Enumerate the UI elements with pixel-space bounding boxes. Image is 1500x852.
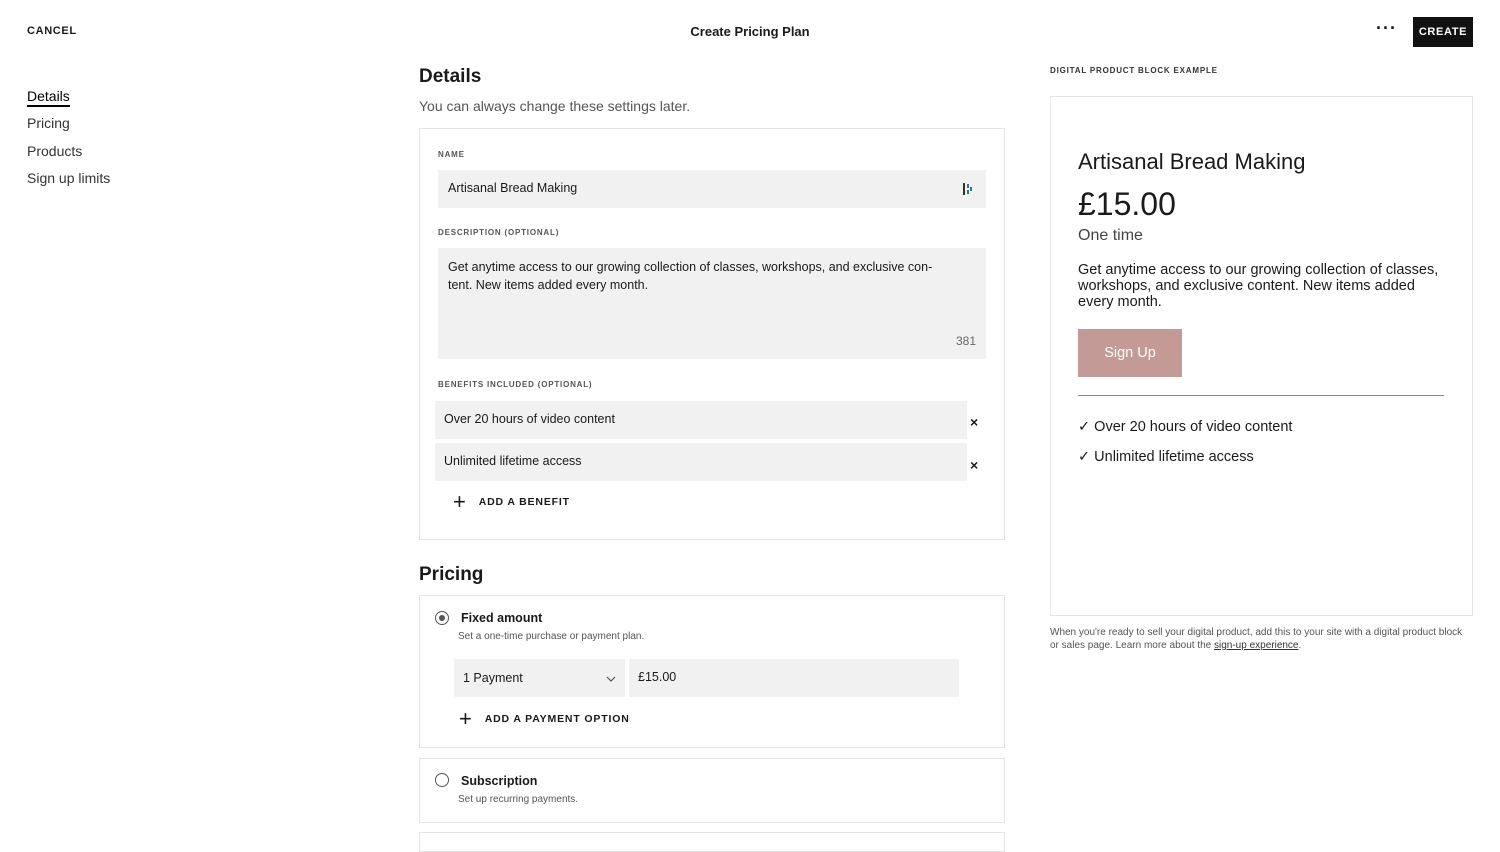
page-title: Create Pricing Plan	[690, 24, 810, 39]
nav-item-pricing[interactable]: Pricing	[27, 115, 70, 131]
description-text: Get anytime access to our growing collection of classes, workshops, and exclusive con-tent. New items added every month.	[448, 260, 933, 292]
preview-note-suffix: .	[1298, 640, 1302, 651]
remove-benefit-icon[interactable]: ×	[970, 414, 979, 430]
details-heading: Details	[419, 66, 482, 87]
preview-description: Get anytime access to our growing collection of classes, workshops, and exclusive content. New items added every month.	[1078, 262, 1439, 310]
benefit-input[interactable]: Unlimited lifetime access	[435, 443, 967, 481]
name-label: NAME	[438, 150, 465, 159]
preview-label: DIGITAL PRODUCT BLOCK EXAMPLE	[1050, 66, 1218, 75]
fixed-amount-radio[interactable]	[435, 611, 449, 625]
preview-price: £15.00	[1078, 186, 1176, 222]
add-payment-option-button[interactable]	[459, 706, 630, 731]
payments-value: 1 Payment	[463, 671, 523, 685]
preview-benefit: ✓ Over 20 hours of video content	[1078, 419, 1293, 435]
next-pricing-card	[419, 832, 1005, 852]
cancel-button[interactable]: CANCEL	[27, 25, 77, 37]
add-benefit-label: ADD A BENEFIT	[478, 496, 570, 508]
subscription-subtitle: Set up recurring payments.	[458, 794, 579, 805]
description-label: DESCRIPTION (OPTIONAL)	[438, 228, 560, 237]
name-input[interactable]: Artisanal Bread Making	[438, 170, 986, 208]
preview-title: Artisanal Bread Making	[1078, 149, 1306, 174]
preview-divider	[1078, 395, 1444, 396]
sign-up-experience-link[interactable]: sign-up experience	[1214, 640, 1299, 651]
benefit-input[interactable]: Over 20 hours of video content	[435, 401, 967, 439]
chevron-down-icon	[606, 671, 616, 685]
password-manager-icon[interactable]	[963, 182, 973, 194]
plus-icon: +	[459, 706, 473, 731]
remove-benefit-icon[interactable]: ×	[970, 457, 979, 473]
amount-input[interactable]: £15.00	[629, 659, 959, 697]
preview-note-text: When you're ready to sell your digital product, add this to your site with a digital product block or sales page. Learn more about the	[1050, 627, 1463, 651]
subscription-title: Subscription	[461, 774, 538, 788]
fixed-amount-subtitle: Set a one-time purchase or payment plan.	[458, 631, 645, 642]
preview-frequency: One time	[1078, 227, 1143, 244]
add-payment-option-label: ADD A PAYMENT OPTION	[484, 713, 630, 725]
preview-sign-up-button[interactable]: Sign Up	[1078, 329, 1182, 377]
create-button[interactable]: CREATE	[1413, 17, 1473, 47]
preview-benefit: ✓ Unlimited lifetime access	[1078, 449, 1254, 465]
pricing-heading: Pricing	[419, 564, 484, 585]
plus-icon: +	[453, 489, 467, 514]
subscription-card	[419, 758, 1005, 823]
payments-select[interactable]	[454, 659, 625, 697]
add-benefit-button[interactable]	[453, 489, 570, 514]
preview-note	[1050, 626, 1473, 652]
nav-item-sign-up-limits[interactable]: Sign up limits	[27, 170, 111, 186]
details-subtitle: You can always change these settings later.	[419, 98, 691, 114]
benefits-label: BENEFITS INCLUDED (OPTIONAL)	[438, 380, 593, 389]
fixed-amount-title: Fixed amount	[461, 611, 543, 625]
subscription-radio[interactable]	[435, 773, 449, 787]
description-textarea[interactable]	[438, 248, 986, 359]
nav-item-products[interactable]: Products	[27, 143, 83, 159]
character-count: 381	[956, 334, 977, 348]
more-options-icon[interactable]: ···	[1376, 18, 1397, 38]
nav-item-details[interactable]: Details	[27, 88, 70, 107]
